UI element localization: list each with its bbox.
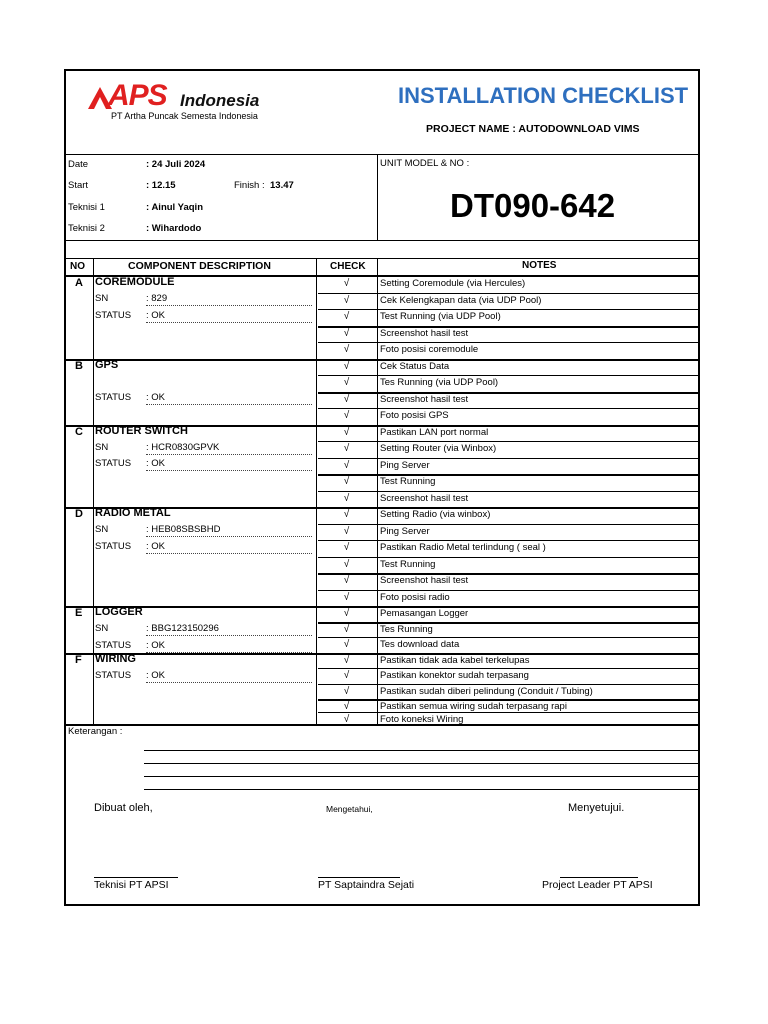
note-item: Test Running <box>380 476 436 487</box>
dibuat-label: Dibuat oleh, <box>94 802 153 814</box>
section-name: COREMODULE <box>95 276 175 288</box>
note-item: Setting Coremodule (via Hercules) <box>380 278 526 289</box>
field-value: : OK <box>146 392 166 404</box>
row-divider <box>318 458 698 459</box>
check-mark: √ <box>343 360 350 372</box>
menyetujui-label: Menyetujui. <box>568 802 625 814</box>
field-value: : OK <box>146 458 166 470</box>
checklist-sheet <box>64 69 700 906</box>
finish-label: Finish : <box>234 180 265 191</box>
unit-model-label: UNIT MODEL & NO : <box>380 158 470 169</box>
note-item: Pastikan Radio Metal terlindung ( seal ) <box>380 542 546 553</box>
signature-saptaindra: PT Saptaindra Sejati <box>318 879 415 891</box>
field-underline <box>146 470 312 471</box>
field-label: SN <box>95 623 109 635</box>
row-divider <box>318 491 698 492</box>
check-mark: √ <box>343 377 350 388</box>
col-no-header: NO <box>70 261 85 272</box>
note-item: Pastikan sudah diberi pelindung (Conduit / Tubing) <box>380 685 593 697</box>
check-mark: √ <box>343 459 350 471</box>
signature-project-leader: Project Leader PT APSI <box>542 879 653 891</box>
note-item: Pastikan semua wiring sudah terpasang rapi <box>380 701 567 712</box>
note-item: Screenshot hasil test <box>380 327 469 339</box>
field-label: STATUS <box>95 669 132 681</box>
check-mark: √ <box>343 542 350 553</box>
col-component-header: COMPONENT DESCRIPTION <box>128 260 271 272</box>
check-mark: √ <box>343 654 350 666</box>
unit-model-value: DT090-642 <box>450 187 616 224</box>
row-divider <box>318 540 698 541</box>
check-mark: √ <box>343 608 350 619</box>
check-mark: √ <box>343 713 350 725</box>
company-name: PT Artha Puncak Semesta Indonesia <box>111 111 258 121</box>
note-item: Foto posisi radio <box>380 591 450 603</box>
note-item: Setting Router (via Winbox) <box>380 443 497 454</box>
field-value: : HCR0830GPVK <box>146 441 220 453</box>
field-value: : OK <box>146 309 166 321</box>
section-letter: D <box>75 508 83 520</box>
row-divider <box>318 590 698 591</box>
note-item: Setting Radio (via winbox) <box>380 509 491 520</box>
note-item: Pastikan LAN port normal <box>380 426 489 438</box>
check-mark: √ <box>343 443 350 454</box>
row-divider <box>318 441 698 442</box>
field-underline <box>146 635 312 636</box>
check-mark: √ <box>343 393 350 405</box>
field-underline <box>146 682 312 683</box>
check-mark: √ <box>343 278 350 289</box>
row-divider <box>318 668 698 669</box>
note-item: Foto posisi coremodule <box>380 344 479 355</box>
field-underline <box>146 536 312 537</box>
project-name: PROJECT NAME : AUTODOWNLOAD VIMS <box>426 123 640 135</box>
section-letter: A <box>75 277 83 289</box>
col-divider <box>316 258 317 724</box>
row-divider <box>318 342 698 343</box>
check-mark: √ <box>343 344 350 355</box>
keterangan-label: Keterangan : <box>68 726 123 737</box>
teknisi1-value: : Ainul Yaqin <box>146 202 204 213</box>
note-item: Pastikan konektor sudah terpasang <box>380 670 529 681</box>
start-label: Start <box>68 180 89 191</box>
teknisi2-label: Teknisi 2 <box>68 223 105 234</box>
section-divider <box>66 724 698 726</box>
row-divider <box>318 309 698 310</box>
col-divider <box>377 258 378 724</box>
section-name: WIRING <box>95 652 136 665</box>
teknisi1-label: Teknisi 1 <box>68 202 105 213</box>
field-underline <box>146 322 312 323</box>
check-mark: √ <box>343 525 350 537</box>
field-value: : BBG123150296 <box>146 623 219 635</box>
row-divider <box>318 637 698 638</box>
check-mark: √ <box>343 701 350 712</box>
start-value: : 12.15 <box>146 180 176 191</box>
check-mark: √ <box>343 639 350 650</box>
check-mark: √ <box>343 294 350 306</box>
field-underline <box>146 454 312 455</box>
check-mark: √ <box>343 410 350 421</box>
note-item: Foto koneksi Wiring <box>380 713 464 725</box>
row-divider <box>318 684 698 685</box>
note-item: Screenshot hasil test <box>380 393 469 405</box>
field-label: STATUS <box>95 639 132 651</box>
note-item: Pemasangan Logger <box>380 608 469 619</box>
check-mark: √ <box>343 476 350 487</box>
check-mark: √ <box>343 509 350 520</box>
section-letter: E <box>75 607 83 619</box>
note-item: Cek Kelengkapan data (via UDP Pool) <box>380 294 542 306</box>
row-divider <box>318 557 698 558</box>
col-check-header: CHECK <box>330 261 366 272</box>
row-divider <box>318 524 698 525</box>
note-item: Ping Server <box>380 525 430 537</box>
field-label: SN <box>95 441 109 453</box>
check-mark: √ <box>343 685 350 697</box>
note-item: Tes download data <box>380 639 460 650</box>
note-item: Cek Status Data <box>380 360 450 372</box>
field-label: STATUS <box>95 458 132 470</box>
row-divider <box>318 293 698 294</box>
aps-logo <box>86 79 286 113</box>
note-item: Tes Running <box>380 623 433 635</box>
note-item: Ping Server <box>380 459 430 471</box>
field-underline <box>146 553 312 554</box>
check-mark: √ <box>343 311 350 322</box>
signature-teknisi: Teknisi PT APSI <box>94 879 169 891</box>
note-item: Screenshot hasil test <box>380 575 469 586</box>
row-divider <box>318 712 698 713</box>
note-item: Foto posisi GPS <box>380 410 449 421</box>
field-underline <box>146 305 312 306</box>
note-item: Screenshot hasil test <box>380 492 469 504</box>
check-mark: √ <box>343 558 350 570</box>
finish-value: 13.47 <box>270 180 294 191</box>
col-divider <box>93 258 94 724</box>
teknisi2-value: : Wihardodo <box>146 223 202 234</box>
col-notes-header: NOTES <box>522 260 557 271</box>
field-value: : OK <box>146 669 166 681</box>
section-name: LOGGER <box>95 606 143 618</box>
check-mark: √ <box>343 670 350 681</box>
field-label: SN <box>95 293 109 305</box>
section-name: RADIO METAL <box>95 507 171 519</box>
field-value: : 829 <box>146 293 168 305</box>
note-item: Test Running <box>380 558 436 570</box>
date-label: Date <box>68 159 89 170</box>
check-mark: √ <box>343 327 350 339</box>
section-letter: B <box>75 359 83 372</box>
note-item: Pastikan tidak ada kabel terkelupas <box>380 654 530 666</box>
field-value: : OK <box>146 540 166 552</box>
field-underline <box>146 404 312 405</box>
note-item: Tes Running (via UDP Pool) <box>380 377 499 388</box>
check-mark: √ <box>343 426 350 438</box>
field-label: SN <box>95 524 109 536</box>
field-value: : OK <box>146 639 166 651</box>
row-divider <box>318 408 698 409</box>
row-divider <box>318 375 698 376</box>
mengetahui-label: Mengetahui, <box>326 804 373 814</box>
field-label: STATUS <box>95 540 132 552</box>
check-mark: √ <box>343 591 350 603</box>
field-value: : HEB08SBSBHD <box>146 524 221 536</box>
check-mark: √ <box>343 492 350 504</box>
logo-brand-text: APS <box>108 79 167 112</box>
section-name: ROUTER SWITCH <box>95 424 188 437</box>
check-mark: √ <box>343 623 350 635</box>
section-letter: F <box>75 653 82 666</box>
note-item: Test Running (via UDP Pool) <box>380 311 501 322</box>
page-title: INSTALLATION CHECKLIST <box>398 83 689 108</box>
field-label: STATUS <box>95 309 132 321</box>
date-value: : 24 Juli 2024 <box>146 159 206 170</box>
logo-indonesia-text: Indonesia <box>180 91 260 110</box>
check-mark: √ <box>343 575 350 586</box>
field-label: STATUS <box>95 392 132 404</box>
section-name: GPS <box>95 358 119 371</box>
section-letter: C <box>75 425 83 438</box>
